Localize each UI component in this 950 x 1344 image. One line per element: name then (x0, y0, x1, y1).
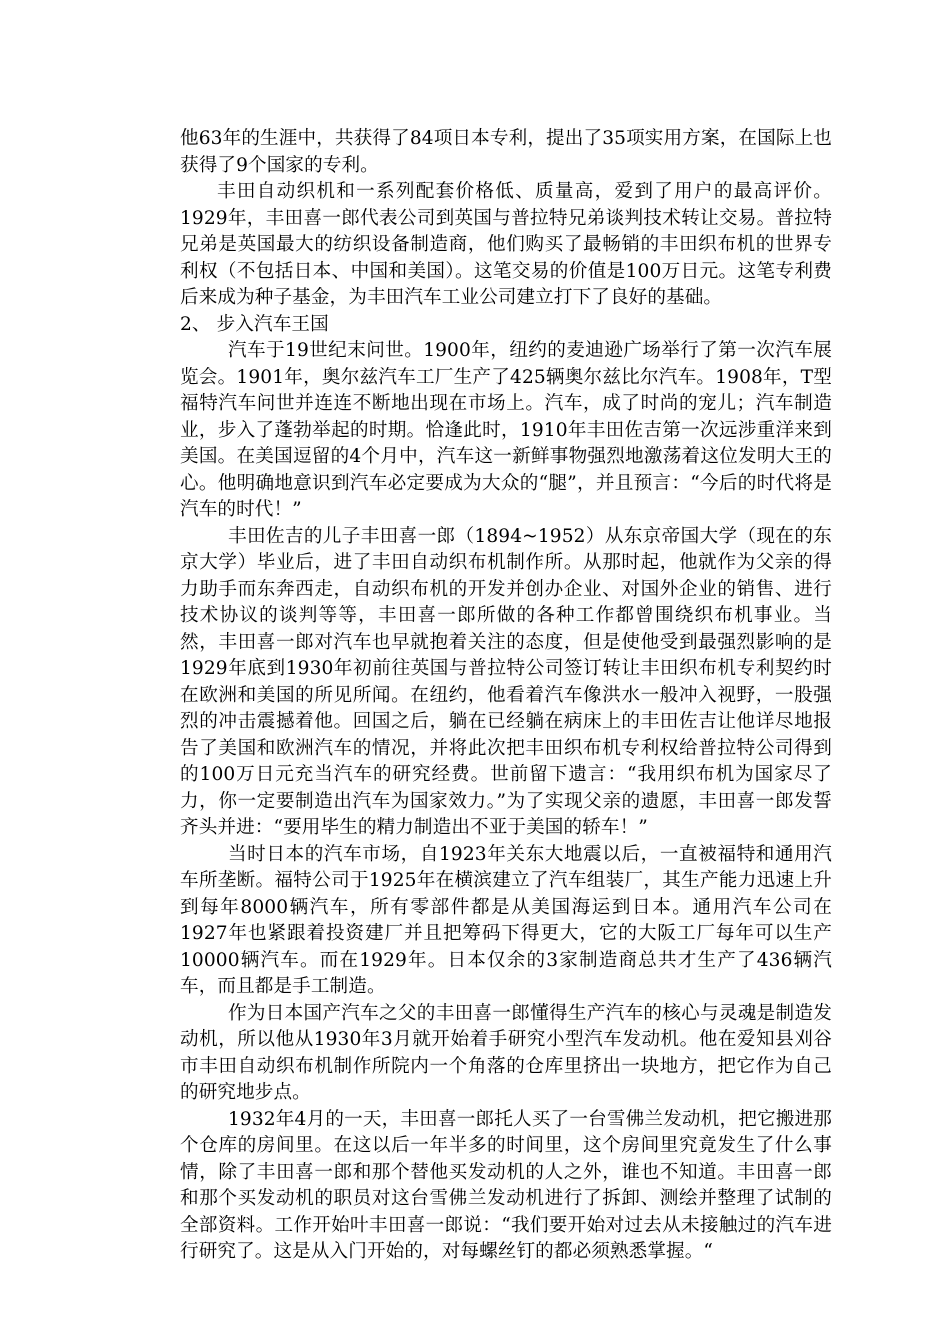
section-heading-auto-kingdom: 2、 步入汽车王国 (180, 313, 329, 335)
paragraph-patents: 他63年的生涯中，共获得了84项日本专利，提出了35项实用方案，在国际上也获得了9个国家的专利。 (180, 128, 832, 176)
document-body (180, 126, 832, 1266)
paragraph-chevrolet-engine: 1932年4月的一天，丰田喜一郎托人买了一台雪佛兰发动机，把它搬进那个仓库的房间里。在这以后一年半多的时间里，这个房间里究竟发生了什么事情，除了丰田喜一郎和那个替他买发动机的人之外，谁也不知道。丰田喜一郎和那个买发动机的职员对这台雪佛兰发动机进行了拆卸、测绘并整理了试制的全部资料。工作开始叶丰田喜一郎说：“我们要开始对过去从未接触过的汽车进行研究了。这是从入门开始的，对每螺丝钉的都必须熟悉掌握。“ (180, 1108, 832, 1262)
paragraph-platt-deal: 丰田自动织机和一系列配套价格低、质量高，爱到了用户的最高评价。1929年，丰田喜一郎代表公司到英国与普拉特兄弟谈判技术转让交易。普拉特兄弟是英国最大的纺织设备制造商，他们购买了最畅销的丰田织布机的世界专利权（不包括日本、中国和美国）。这笔交易的价值是100万日元。这笔专利费后来成为种子基金，为丰田汽车工业公司建立打下了良好的基础。 (180, 181, 832, 308)
paragraph-automobile-history: 汽车于19世纪末问世。1900年，纽约的麦迪逊广场举行了第一次汽车展览会。1901年，奥尔兹汽车工厂生产了425辆奥尔兹比尔汽车。1908年，T型福特汽车问世并连连不断地出现在市场上。汽车，成了时尚的宠儿；汽车制造业，步入了蓬勃举起的时期。恰逢此时，1910年丰田佐吉第一次远涉重洋来到美国。在美国逗留的4个月中，汽车这一新鲜事物强烈地激荡着这位发明大王的心。他明确地意识到汽车必定要成为大众的“腿”，并且预言：“今后的时代将是汽车的时代！” (180, 340, 832, 520)
paragraph-japan-car-market: 当时日本的汽车市场，自1923年关东大地震以后，一直被福特和通用汽车所垄断。福特公司于1925年在横滨建立了汽车组装厂，其生产能力迅速上升到每年8000辆汽车，所有零部件都是从美国海运到日本。通用汽车公司在1927年也紧跟着投资建厂并且把筹码下得更大，它的大阪工厂每年可以生产10000辆汽车。而在1929年。日本仅余的3家制造商总共才生产了436辆汽车，而且都是手工制造。 (180, 843, 832, 997)
paragraph-engine-research: 作为日本国产汽车之父的丰田喜一郎懂得生产汽车的核心与灵魂是制造发动机，所以他从1930年3月就开始着手研究小型汽车发动机。他在爱知县刈谷市丰田自动织布机制作所院内一个角落的仓库里挤出一块地方，把它作为自己的研究地步点。 (180, 1002, 832, 1103)
paragraph-kiichiro-toyoda: 丰田佐吉的儿子丰田喜一郎（1894~1952）从东京帝国大学（现在的东京大学）毕业后，进了丰田自动织布机制作所。从那时起，他就作为父亲的得力助手而东奔西走，自动织布机的开发并创办企业、对国外企业的销售、进行技术协议的谈判等等，丰田喜一郎所做的各种工作都曾围绕织布机事业。当然，丰田喜一郎对汽车也早就抱着关注的态度，但是使他受到最强烈影响的是1929年底到1930年初前往英国与普拉特公司签订转让丰田织布机专利契约时在欧洲和美国的所见所闻。在纽约，他看着汽车像洪水一般冲入视野，一股强烈的冲击震撼着他。回国之后，躺在已经躺在病床上的丰田佐吉让他详尽地报告了美国和欧洲汽车的情况，并将此次把丰田织布机专利权给普拉特公司得到的100万日元充当汽车的研究经费。世前留下遗言：“我用织布机为国家尽了力，你一定要制造出汽车为国家效力。”为了实现父亲的遗愿，丰田喜一郎发誓齐头并进：“要用毕生的精力制造出不亚于美国的轿车！” (180, 525, 832, 838)
